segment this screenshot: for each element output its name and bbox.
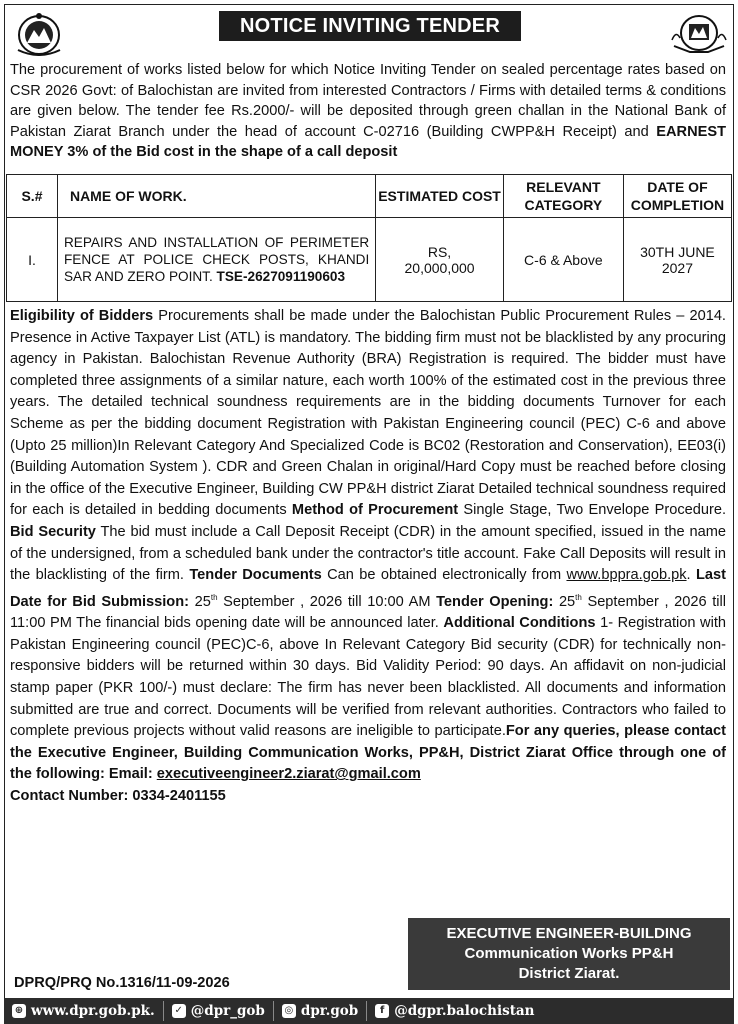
row-name-of-work: REPAIRS AND INSTALLATION OF PERIMETER FENCE AT POLICE CHECK POSTS, KHANDI SAR AND ZERO POINT. TSE-2627091190603 [57, 218, 375, 302]
row-completion-date: 30TH JUNE 2027 [623, 218, 731, 302]
facebook-icon: f [375, 1004, 389, 1018]
tender-table [6, 174, 732, 302]
header-estimated-cost: ESTIMATED COST [376, 175, 504, 218]
notice-title: NOTICE INVITING TENDER [219, 11, 521, 41]
dprq-number: DPRQ/PRQ No.1316/11-09-2026 [14, 975, 230, 991]
signature-line-2: Communication Works PP&H [464, 945, 674, 962]
method-label: Method of Procurement [291, 502, 459, 519]
additional-conditions-label: Additional Conditions [443, 615, 596, 632]
header-serial: S.# [7, 175, 58, 218]
row-category: C-6 & Above [503, 218, 623, 302]
footer-facebook[interactable]: f @dgpr.balochistan [367, 1001, 542, 1021]
signature-line-1: EXECUTIVE ENGINEER-BUILDING [446, 925, 692, 942]
twitter-icon: ✓ [172, 1004, 186, 1018]
government-emblem-icon [10, 10, 68, 56]
table-row [7, 218, 732, 302]
eligibility-label: Eligibility of Bidders [10, 308, 154, 324]
header-name-of-work: NAME OF WORK. [57, 175, 375, 218]
footer-twitter[interactable]: ✓ @dpr_gob [164, 1001, 274, 1021]
last-date-label: Last Date for Bid Submission: [10, 567, 726, 610]
contact-number: Contact Number: 0334-2401155 [10, 787, 226, 804]
instagram-icon: ◎ [282, 1004, 296, 1018]
footer-instagram[interactable]: ◎ dpr.gob [274, 1001, 367, 1021]
queries-text: For any queries, please contact the Executive Engineer, Building Communication Works, PP&H, District Ziarat Office through one of the following: Email: [10, 723, 726, 783]
tender-documents-label: Tender Documents [189, 567, 322, 584]
bid-security-label: Bid Security [10, 523, 96, 540]
terms-paragraph: Eligibility of Bidders Procurements shall be made under the Balochistan Public Procurement Rules – 2014. Presence in Active Taxpayer List (ATL) is mandatory. The bidding firm must not be blacklisted by any procuring agency in Pakistan. Balochistan Revenue Authority (BRA) Registration is required. The bidder must have completed three assignments of a similar nature, each worth 100% of the estimated cost in the previous three years. The detailed technical soundness requirements are in the bidding documents Turnover for each Scheme as per the bidding document Registration with Pakistan Engineering council (PEC) C-6 and above (Upto 25 million)In Relevant Category And Specialized Code is BC02 (Restoration and Conservation), EE03(i) (Building Automation System ). CDR and Green Chalan in original/Hard Copy must be reached before closing in the office of the Executive Engineer, Building CW PP&H district Ziarat Detailed technical soundness required for each is detailed in bedding documents Method of Procurement Single Stage, Two Envelope Procedure. Bid Security The bid must include a Call Deposit Receipt (CDR) in the amount specified, issued in the name of the undersigned, from a scheduled bank under the contractor's title account. Fake Call Deposits will result in the blacklisting of the firm. Tender Documents Can be obtained electronically from www.bppra.gob.pk. Last Date for Bid Submission: 25th September , 2026 till 10:00 AM Tender Opening: 25th September , 2026 till 11:00 PM The financial bids opening date will be announced later. Additional Conditions 1- Registration with Pakistan Engineering council (PEC)C-6, above In Relevant Category Bid security (CDR) for technically non-responsive bidders will be returned within 30 days. Bid Validity Period: 90 days. An affidavit on non-judicial stamp paper (PKR 100/-) must declare: The firm has never been blacklisted. All documents and information submitted are true and correct. Documents will be verified from relevant authorities. Contractors who failed to complete previous projects without valid reasons are ineligible to participate.For any queries, please contact the Executive Engineer, Building Communication Works, PP&H, District Ziarat Office through one of the following: Email: executiveengineer2.ziarat@gmail.com Contact Number: 0334-2401155 [10, 308, 726, 804]
row-serial: I. [7, 218, 58, 302]
header-relevant-category: RELEVANT CATEGORY [503, 175, 623, 218]
tender-opening-label: Tender Opening: [436, 593, 554, 610]
footer-website[interactable]: ⊕ www.dpr.gob.pk. [4, 1001, 164, 1021]
intro-paragraph: The procurement of works listed below for which Notice Inviting Tender on sealed percentage rates based on CSR 2026 Govt: of Balochistan are invited from interested Contractors / Firms with detailed terms & conditions are given below. The tender fee Rs.2000/- will be deposited through green challan in the National Bank of Pakistan Ziarat Branch under the head of account C-02716 (Building CWPP&H Receipt) and EARNEST MONEY 3% of the Bid cost in the shape of a call deposit [10, 62, 726, 160]
table-header-row [7, 175, 732, 218]
signature-line-3: District Ziarat. [518, 965, 620, 982]
bppra-link[interactable]: www.bppra.gob.pk [566, 567, 687, 584]
globe-icon: ⊕ [12, 1004, 26, 1018]
tse-number: TSE-2627091190603 [216, 269, 346, 284]
department-emblem-icon [670, 10, 728, 56]
header-date-of-completion: DATE OF COMPLETION [623, 175, 731, 218]
footer-bar [4, 998, 734, 1024]
row-estimated-cost: RS, 20,000,000 [376, 218, 504, 302]
signature-block [408, 918, 730, 990]
email-link[interactable]: executiveengineer2.ziarat@gmail.com [156, 766, 421, 783]
